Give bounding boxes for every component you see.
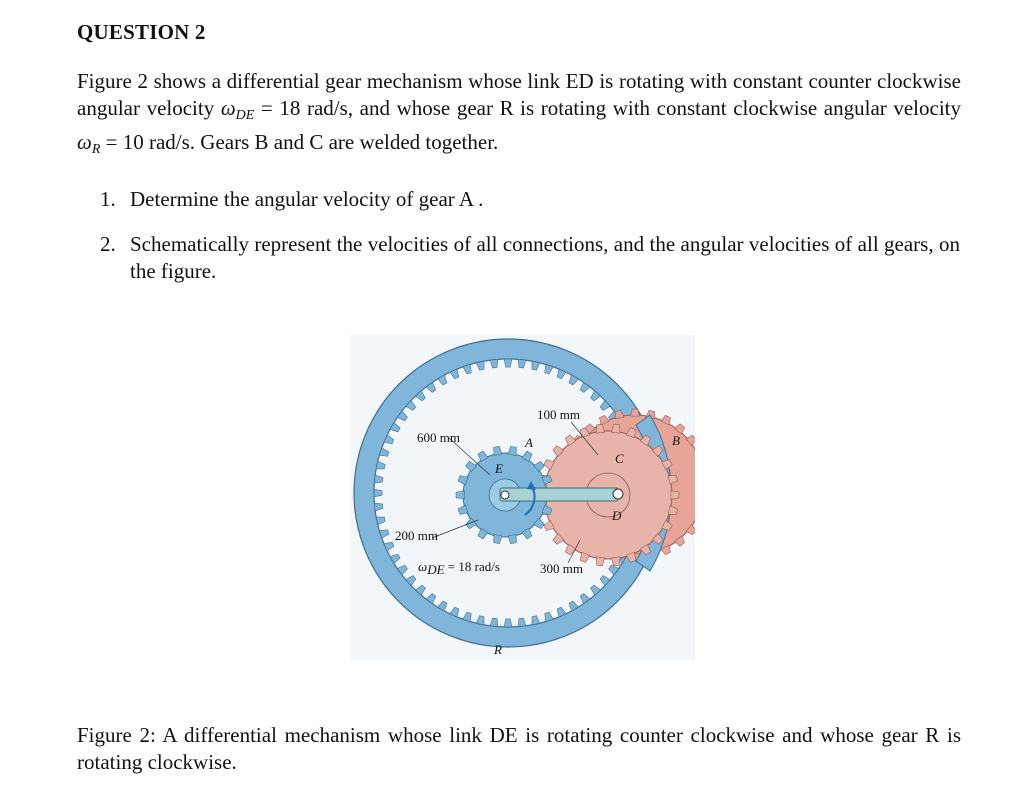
intro-part3: rad/s. Gears B and C are welded together.	[143, 130, 499, 154]
label-gear-b: B	[672, 433, 680, 448]
label-ring-r: R	[494, 642, 502, 657]
omega-value: = 18 rad/s	[444, 559, 500, 574]
equals-sign-2: =	[100, 130, 123, 154]
omega-de-symbol: ω	[220, 96, 236, 120]
pin-e	[501, 491, 509, 499]
question-item	[100, 231, 960, 285]
question-number: 2.	[100, 232, 116, 256]
omega-subscript: DE	[427, 562, 445, 577]
label-point-d: D	[612, 508, 622, 523]
gear-diagram	[350, 335, 695, 660]
omega-r-value: 10	[122, 130, 144, 154]
label-300mm: 300 mm	[540, 561, 583, 576]
label-100mm: 100 mm	[537, 407, 580, 422]
omega-r-subscript: R	[91, 142, 101, 157]
label-gear-c: C	[615, 451, 624, 466]
question-number: 1.	[100, 187, 116, 211]
gear-mechanism-figure	[350, 335, 695, 660]
gear-tooth	[504, 359, 512, 367]
omega-r-symbol: ω	[77, 130, 92, 154]
intro-part1: Figure 2 shows a differential gear mechanism whose link ED is rotating with constant counter clockwise angular velocity	[77, 69, 961, 120]
question-text: Determine the angular velocity of gear A .	[130, 187, 484, 211]
pin-d	[613, 489, 623, 499]
question-text: Schematically represent the velocities of all connections, and the angular velocities of all gears, on the figure.	[130, 232, 960, 283]
label-gear-a: A	[525, 435, 533, 450]
omega-symbol: ω	[418, 559, 428, 574]
link-ed	[500, 488, 618, 501]
omega-de-subscript: DE	[235, 108, 255, 123]
question-list	[100, 186, 960, 303]
gear-tooth	[504, 619, 512, 627]
equals-sign-1: =	[254, 96, 280, 120]
gear-tooth	[374, 489, 382, 497]
question-heading: QUESTION 2	[77, 20, 206, 44]
gear-tooth	[671, 491, 679, 500]
label-600mm: 600 mm	[417, 430, 460, 445]
intro-part2: rad/s, and whose gear R is rotating with constant clockwise angular velocity	[300, 96, 961, 120]
question-item	[100, 186, 960, 213]
gear-tooth	[631, 409, 640, 416]
figure-caption: Figure 2: A differential mechanism whose link DE is rotating counter clockwise and whose gear R is rotating clockwise.	[77, 723, 961, 774]
label-point-e: E	[495, 461, 503, 476]
label-200mm: 200 mm	[395, 528, 438, 543]
gear-tooth	[456, 491, 464, 499]
problem-statement	[77, 68, 961, 163]
omega-de-value: 18	[279, 96, 301, 120]
